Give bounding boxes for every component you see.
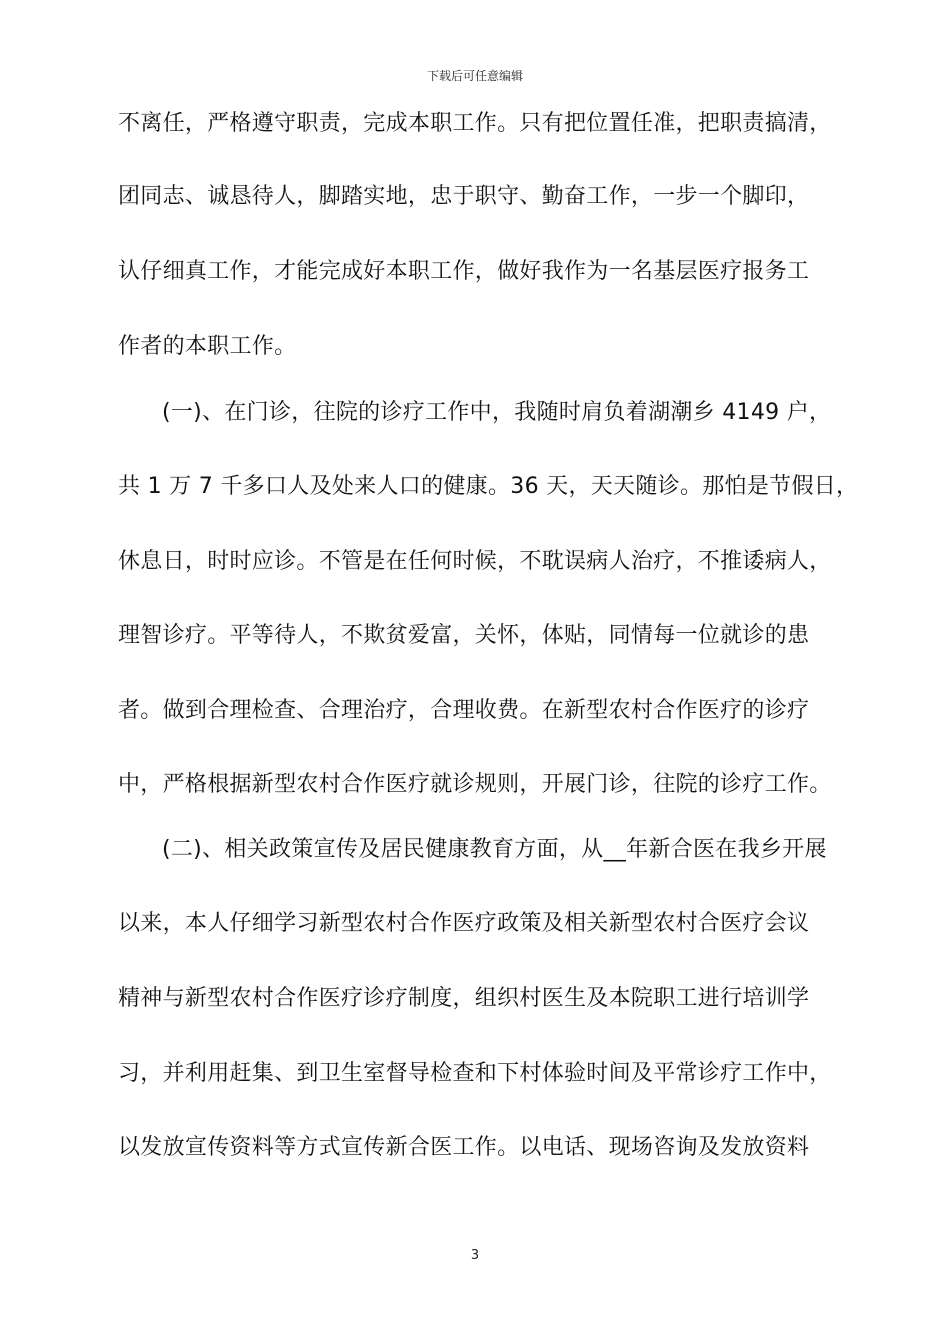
body-line: 团同志、诚恳待人，脚踏实地，忠于职守、勤奋工作，一步一个脚印，: [118, 184, 810, 209]
body-line: 中，严格根据新型农村合作医疗就诊规则，开展门诊，往院的诊疗工作。: [118, 772, 832, 797]
body-line: 认仔细真工作，才能完成好本职工作，做好我作为一名基层医疗报务工: [118, 259, 810, 284]
body-line: (二)、相关政策宣传及居民健康教育方面，从__年新合医在我乡开展: [162, 837, 827, 862]
page-header: 下载后可任意编辑: [426, 69, 523, 83]
body-line: 习，并利用赶集、到卫生室督导检查和下村体验时间及平常诊疗工作中，: [118, 1061, 832, 1086]
page-number: 3: [470, 1248, 480, 1263]
body-line: (一)、在门诊，往院的诊疗工作中，我随时肩负着湖潮乡 4149 户，: [162, 400, 832, 425]
body-line: 理智诊疗。平等待人，不欺贫爱富，关怀，体贴，同情每一位就诊的患: [118, 623, 810, 648]
body-line: 作者的本职工作。: [118, 334, 297, 359]
body-line: 精神与新型农村合作医疗诊疗制度，组织村医生及本院职工进行培训学: [118, 986, 810, 1011]
body-line: 者。做到合理检查、合理治疗，合理收费。在新型农村合作医疗的诊疗: [118, 698, 810, 723]
body-line: 休息日，时时应诊。不管是在任何时候，不耽误病人治疗，不推诿病人，: [118, 549, 832, 574]
body-line: 以发放宣传资料等方式宣传新合医工作。以电话、现场咨询及发放资料: [118, 1135, 810, 1160]
body-line: 不离任，严格遵守职责，完成本职工作。只有把位置任准，把职责搞清，: [118, 111, 832, 136]
body-line: 共 1 万 7 千多口人及处来人口的健康。36 天，天天随诊。那怕是节假日，: [118, 474, 859, 499]
body-line: 以来，本人仔细学习新型农村合作医疗政策及相关新型农村合医疗会议: [118, 911, 810, 936]
